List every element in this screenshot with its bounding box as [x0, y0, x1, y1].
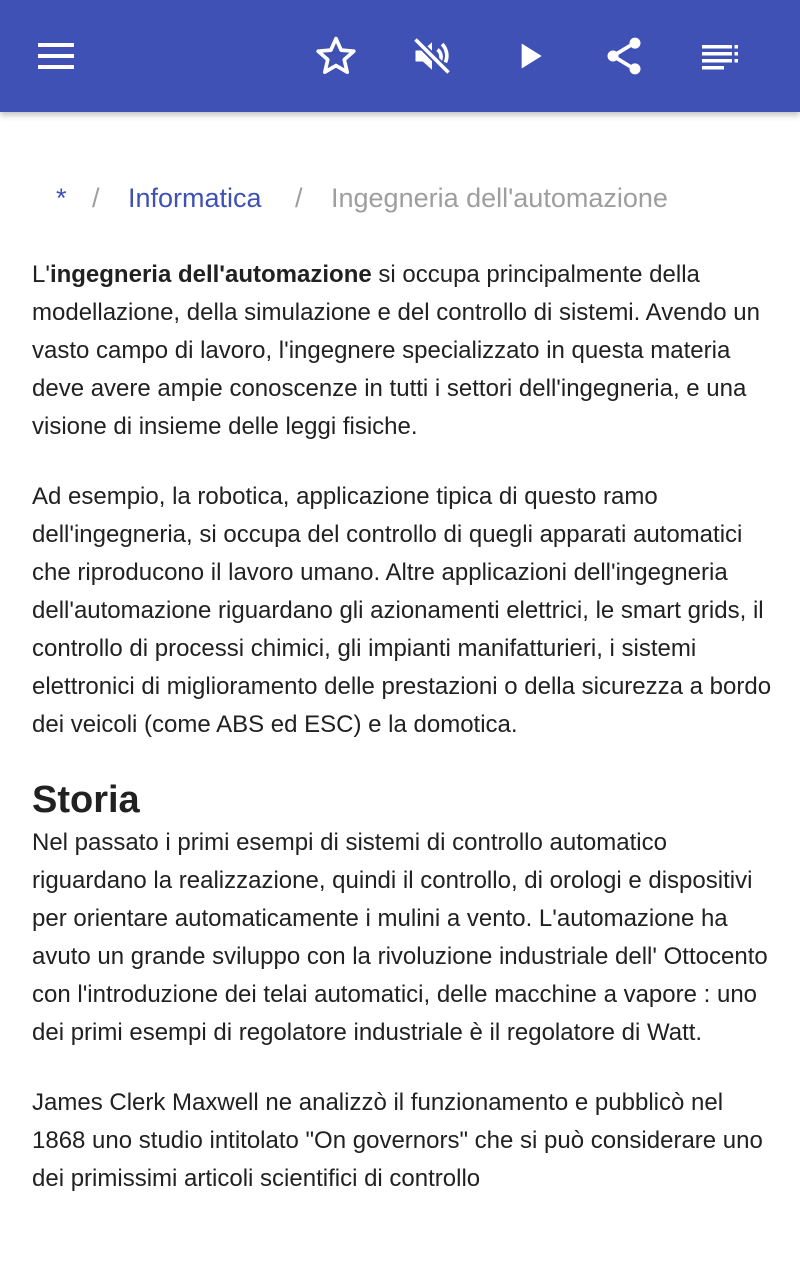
- intro-text: si occupa principalmente della modellazione, della simulazione e del controllo di sistemi. Avendo un vasto campo di lavoro, l'ingegnere specializzato in questa materia deve avere ampie conoscenze in tutti i settori dell'ingegneria, e una visione di insieme delle leggi fisiche.: [32, 261, 760, 440]
- breadcrumb-separator: /: [295, 183, 303, 213]
- play-icon: [510, 36, 550, 76]
- share-button[interactable]: [592, 24, 656, 88]
- contents-button[interactable]: [688, 24, 752, 88]
- menu-button[interactable]: [24, 24, 88, 88]
- breadcrumb-category[interactable]: Informatica: [128, 183, 262, 213]
- paragraph: James Clerk Maxwell ne analizzò il funzionamento e pubblicò nel 1868 uno studio intitolato "On governors" che si può considerare uno dei primissimi articoli scientifici di controllo: [32, 1089, 763, 1192]
- favorite-button[interactable]: [304, 24, 368, 88]
- play-button[interactable]: [498, 24, 562, 88]
- article-view[interactable]: [0, 112, 800, 1280]
- star-outline-icon: [314, 34, 358, 78]
- paragraph: Ad esempio, la robotica, applicazione tipica di questo ramo dell'ingegneria, si occupa del controllo di quegli apparati automatici che riproducono il lavoro umano. Altre applicazioni dell'ingegneria dell'automazione riguardano gli azionamenti elettrici, le smart grids, il controllo di processi chimici, gli impianti manifatturieri, i sistemi elettronici di miglioramento delle prestazioni o della sicurezza a bordo dei veicoli (come ABS ed ESC) e la domotica.: [32, 483, 772, 738]
- article-body: [32, 256, 776, 1230]
- app-toolbar: [0, 0, 800, 112]
- playlist-icon: [700, 36, 740, 76]
- menu-icon: [36, 36, 76, 76]
- article-subject: ingegneria dell'automazione: [49, 261, 372, 288]
- breadcrumb: [0, 178, 800, 218]
- paragraph: Nel passato i primi esempi di sistemi di controllo automatico riguardano la realizzazione, quindi il controllo, di orologi e dispositivi per orientare automaticamente i mulini a vento. L'automazione ha avuto un grande sviluppo con la rivoluzione industriale dell' Ottocento con l'introduzione dei telai automatici, delle macchine a vapore : uno dei primi esempi di regolatore industriale è il regolatore di Watt.: [32, 829, 768, 1046]
- intro-prefix: L': [32, 261, 50, 288]
- volume-off-icon: [410, 34, 454, 78]
- share-icon: [602, 34, 646, 78]
- breadcrumb-home[interactable]: *: [56, 183, 67, 213]
- breadcrumb-current: Ingegneria dell'automazione: [331, 183, 668, 213]
- intro-paragraph: [32, 256, 776, 446]
- breadcrumb-separator: /: [92, 183, 100, 213]
- mute-button[interactable]: [400, 24, 464, 88]
- section-heading: Storia: [32, 779, 140, 821]
